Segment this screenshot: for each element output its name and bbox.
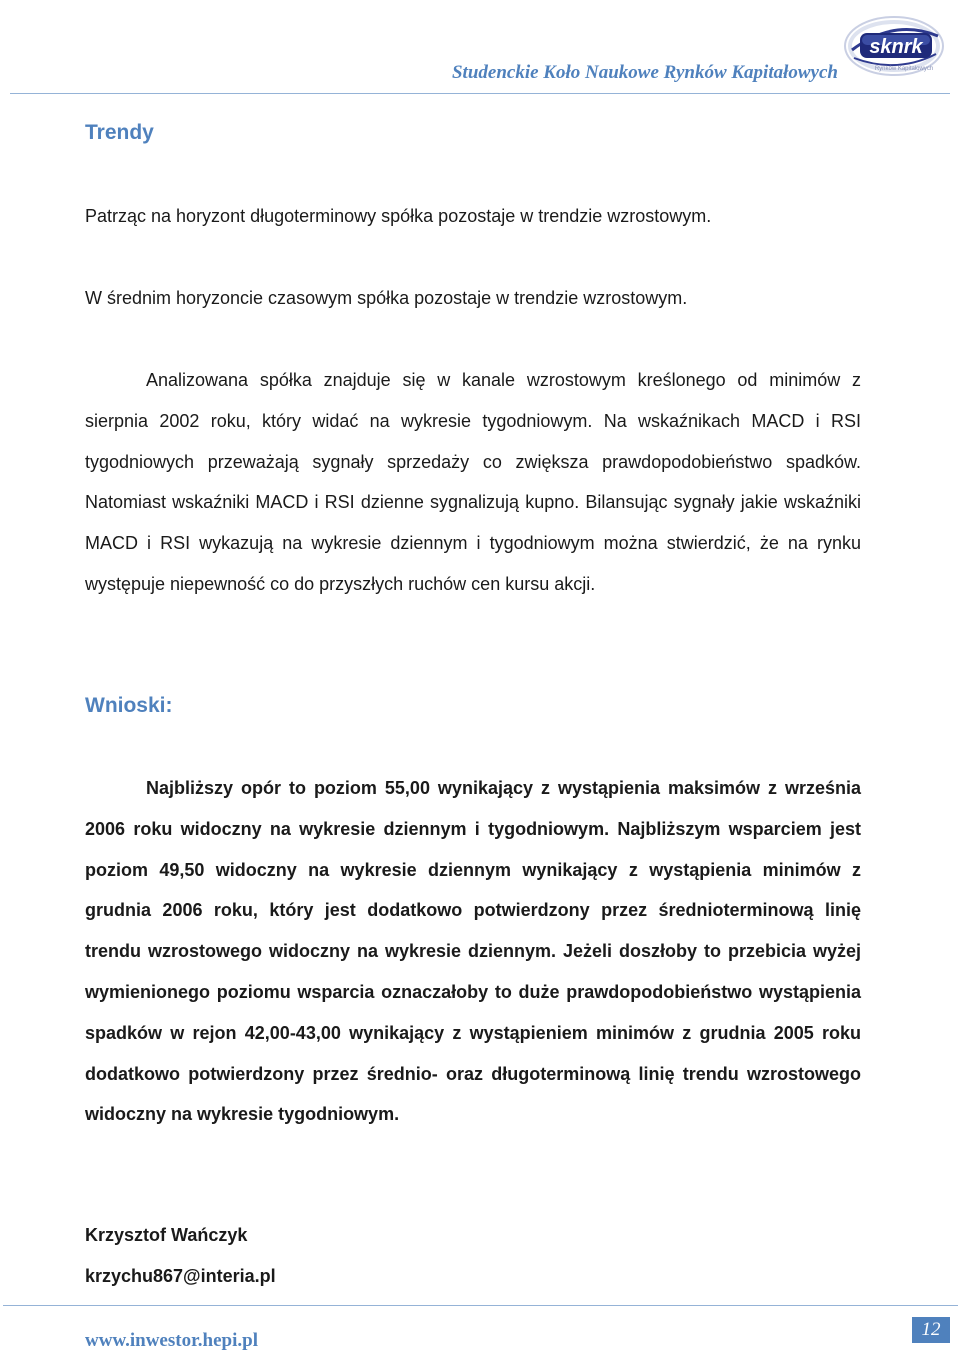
mid-term-trend-text: W średnim horyzoncie czasowym spółka pozostaje w trendzie wzrostowym. — [85, 288, 688, 308]
header-title: Studenckie Koło Naukowe Rynków Kapitałowych — [451, 62, 838, 83]
header-divider — [10, 93, 950, 94]
page-number: 12 — [912, 1317, 950, 1343]
footer-divider — [3, 1305, 958, 1306]
sknrk-logo — [842, 12, 946, 80]
logo-text: sknrk — [869, 36, 923, 58]
logo-ring-text: Rynków Kapitałowych — [874, 66, 934, 72]
analysis-paragraph: Analizowana spółka znajduje się w kanale wzrostowym kreślonego od minimów z sierpnia 2002 roku, który widać na wykresie tygodniowym. Na wskaźnikach MACD i RSI tygodniowych przeważają sygnały sprzedaży co zwiększa prawdopodobieństwo spadków. Natomiast wskaźniki MACD i RSI dzienne sygnalizują kupno. Bilansując sygnały jakie wskaźniki MACD i RSI wykazują na wykresie dziennym i tygodniowym można stwierdzić, że na rynku występuje niepewność co do przyszłych ruchów cen kursu akcji. — [85, 370, 861, 594]
conclusions-paragraph: Najbliższy opór to poziom 55,00 wynikający z wystąpienia maksimów z września 2006 roku widoczny na wykresie dziennym i tygodniowym. Najbliższym wsparciem jest poziom 49,50 widoczny na wykresie dziennym wynikający z wystąpienia minimów z grudnia 2006 roku, który jest dodatkowo potwierdzony przez średnioterminową linię trendu wzrostowego widoczny na wykresie dziennym. Jeżeli doszłoby to przebicia wyżej wymienionego poziomu wsparcia oznaczałoby to duże prawdopodobieństwo wystąpienia spadków w rejon 42,00-43,00 wynikający z wystąpieniem minimów z grudnia 2005 roku dodatkowo potwierdzony przez średnio- oraz długoterminową linię trendu wzrostowego widoczny na wykresie tygodniowym. — [85, 778, 861, 1125]
trends-heading: Trendy — [85, 121, 154, 144]
conclusions-heading: Wnioski: — [85, 694, 173, 717]
long-term-trend-text: Patrząc na horyzont długoterminowy spółka pozostaje w trendzie wzrostowym. — [85, 206, 712, 226]
author-name: Krzysztof Wańczyk — [85, 1225, 248, 1245]
footer-url[interactable]: www.inwestor.hepi.pl — [85, 1330, 258, 1351]
author-email: krzychu867@interia.pl — [85, 1266, 276, 1286]
